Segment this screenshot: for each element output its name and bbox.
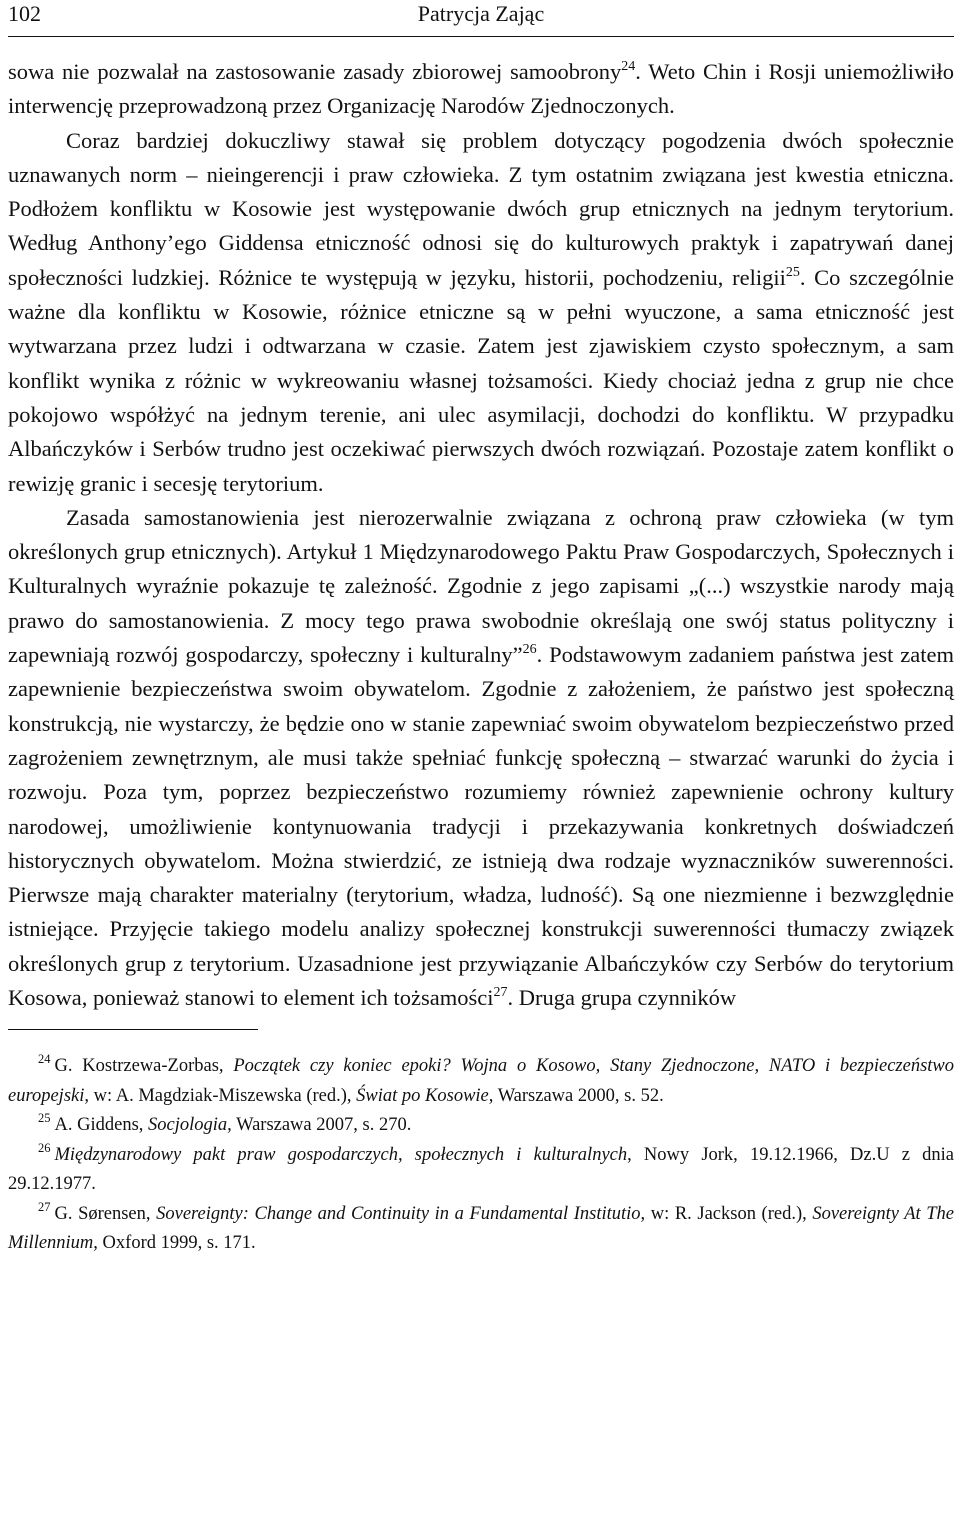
running-head-author: Patrycja Zając (417, 1, 545, 26)
footnote-ref-27[interactable]: 27 (493, 985, 508, 1001)
main-text (8, 55, 954, 1015)
footnote-26: $^{26}$ Międzynarodowy pakt praw gospodarczych, społecznych i kulturalnych, Nowy Jork, 19.12.1966, Dz.U z dnia 29.12.1977. (8, 1140, 954, 1195)
paragraph-3: Zasada samostanowienia jest nierozerwalnie związana z ochroną praw człowieka (w tym określonych grup etnicznych). Artykuł 1 Międzynarodowego Paktu Praw Gospodarczych, Społecznych i Kulturalnych wyraźnie pokazuje tę zależność. Zgodnie z jego zapisami „(...) wszystkie narody mają prawo do samostanowienia. Z mocy tego prawa swobodnie określają one swój status polityczny i zapewniają rozwój gospodarczy, społeczny i kulturalny”$^{26}$. Podstawowym zadaniem państwa jest zatem zapewnienie bezpieczeństwa swoim obywatelom. Zgodnie z założeniem, że państwo jest społeczną konstrukcją, nie wystarczy, że będzie ono w stanie zapewniać swoim obywatelom bezpieczeństwo przed zagrożeniem zewnętrznym, ale musi także spełniać funkcję społeczną – stwarzać warunki do życia i rozwoju. Poza tym, poprzez bezpieczeństwo rozumiemy również zapewnienie ochrony kultury narodowej, umożliwienie kontynuowania tradycji i przekazywania konkretnych doświadczeń historycznych obywatelom. Można stwierdzić, ze istnieją dwa rodzaje wyznaczników suwerenności. Pierwsze mają charakter materialny (terytorium, władza, ludność). Są one niezmienne i bezwzględnie istniejące. Przyjęcie takiego modelu analizy społecznej konstrukcji suwerenności tłumaczy związek określonych grup z terytorium. Uzasadnione jest przywiązanie Albańczyków czy Serbów do terytorium Kosowa, ponieważ stanowi to element ich tożsamości$^{27}$. Druga grupa czynników (8, 504, 954, 1011)
paragraph-1: sowa nie pozwalał na zastosowanie zasady zbiorowej samoobrony$^{24}$. Weto Chin i Rosji uniemożliwiło interwencję przeprowadzoną przez Organizację Narodów Zjednoczonych. (8, 59, 954, 119)
header-rule (8, 36, 954, 37)
paragraph-2: Coraz bardziej dokuczliwy stawał się problem dotyczący pogodzenia dwóch społecznie uznawanych norm – nieingerencji i praw człowieka. Z tym ostatnim związana jest kwestia etniczna. Podłożem konfliktu w Kosowie jest występowanie dwóch grup etnicznych na jednym terytorium. Według Anthony’ego Giddensa etniczność odnosi się do kulturowych praktyk i zapatrywań danej społeczności ludzkiej. Różnice te występują w języku, historii, pochodzeniu, religii$^{25}$. Co szczególnie ważne dla konfliktu w Kosowie, różnice etniczne są w pełni wyuczone, a sama etniczność jest wytwarzana przez ludzi i odtwarzana w czasie. Zatem jest zjawiskiem czysto społecznym, a sam konflikt wynika z różnic w wykreowaniu własnej tożsamości. Kiedy chociaż jedna z grup nie chce pokojowo współżyć na jednym terenie, ani ulec asymilacji, dochodzi do konfliktu. W przypadku Albańczyków i Serbów trudno jest oczekiwać pierwszych dwóch rozwiązań. Pozostaje zatem konflikt o rewizję granic i secesję terytorium. (8, 127, 955, 496)
footnote-ref-26[interactable]: 26 (522, 642, 537, 658)
footnote-ref-24[interactable]: 24 (621, 59, 636, 74)
document-page (8, 0, 954, 1259)
footnote-separator (8, 1029, 258, 1030)
footnote-number: 27 (38, 1199, 51, 1214)
footnote-ref-25[interactable]: 25 (785, 264, 800, 280)
footnote-number: 25 (38, 1111, 51, 1126)
footnote-number: 26 (38, 1140, 51, 1155)
footnotes (8, 1052, 954, 1259)
footnote-27: $^{27}$ G. Sørensen, Sovereignty: Change and Continuity in a Fundamental Institutio, w: R. Jackson (red.), Sovereignty At The Millennium, Oxford 1999, s. 171. (8, 1199, 954, 1254)
footnote-number: 24 (38, 1052, 51, 1067)
footnote-25: $^{25}$ A. Giddens, Socjologia, Warszawa 2007, s. 270. (38, 1111, 412, 1136)
footnote-24: $^{24}$ G. Kostrzewa-Zorbas, Początek czy koniec epoki? Wojna o Kosowo, Stany Zjednoczone, NATO i bezpieczeństwo europejski, w: A. Magdziak-Miszewska (red.), Świat po Kosowie, Warszawa 2000, s. 52. (8, 1052, 954, 1106)
running-header (8, 0, 954, 34)
page-number: 102 (8, 1, 41, 26)
